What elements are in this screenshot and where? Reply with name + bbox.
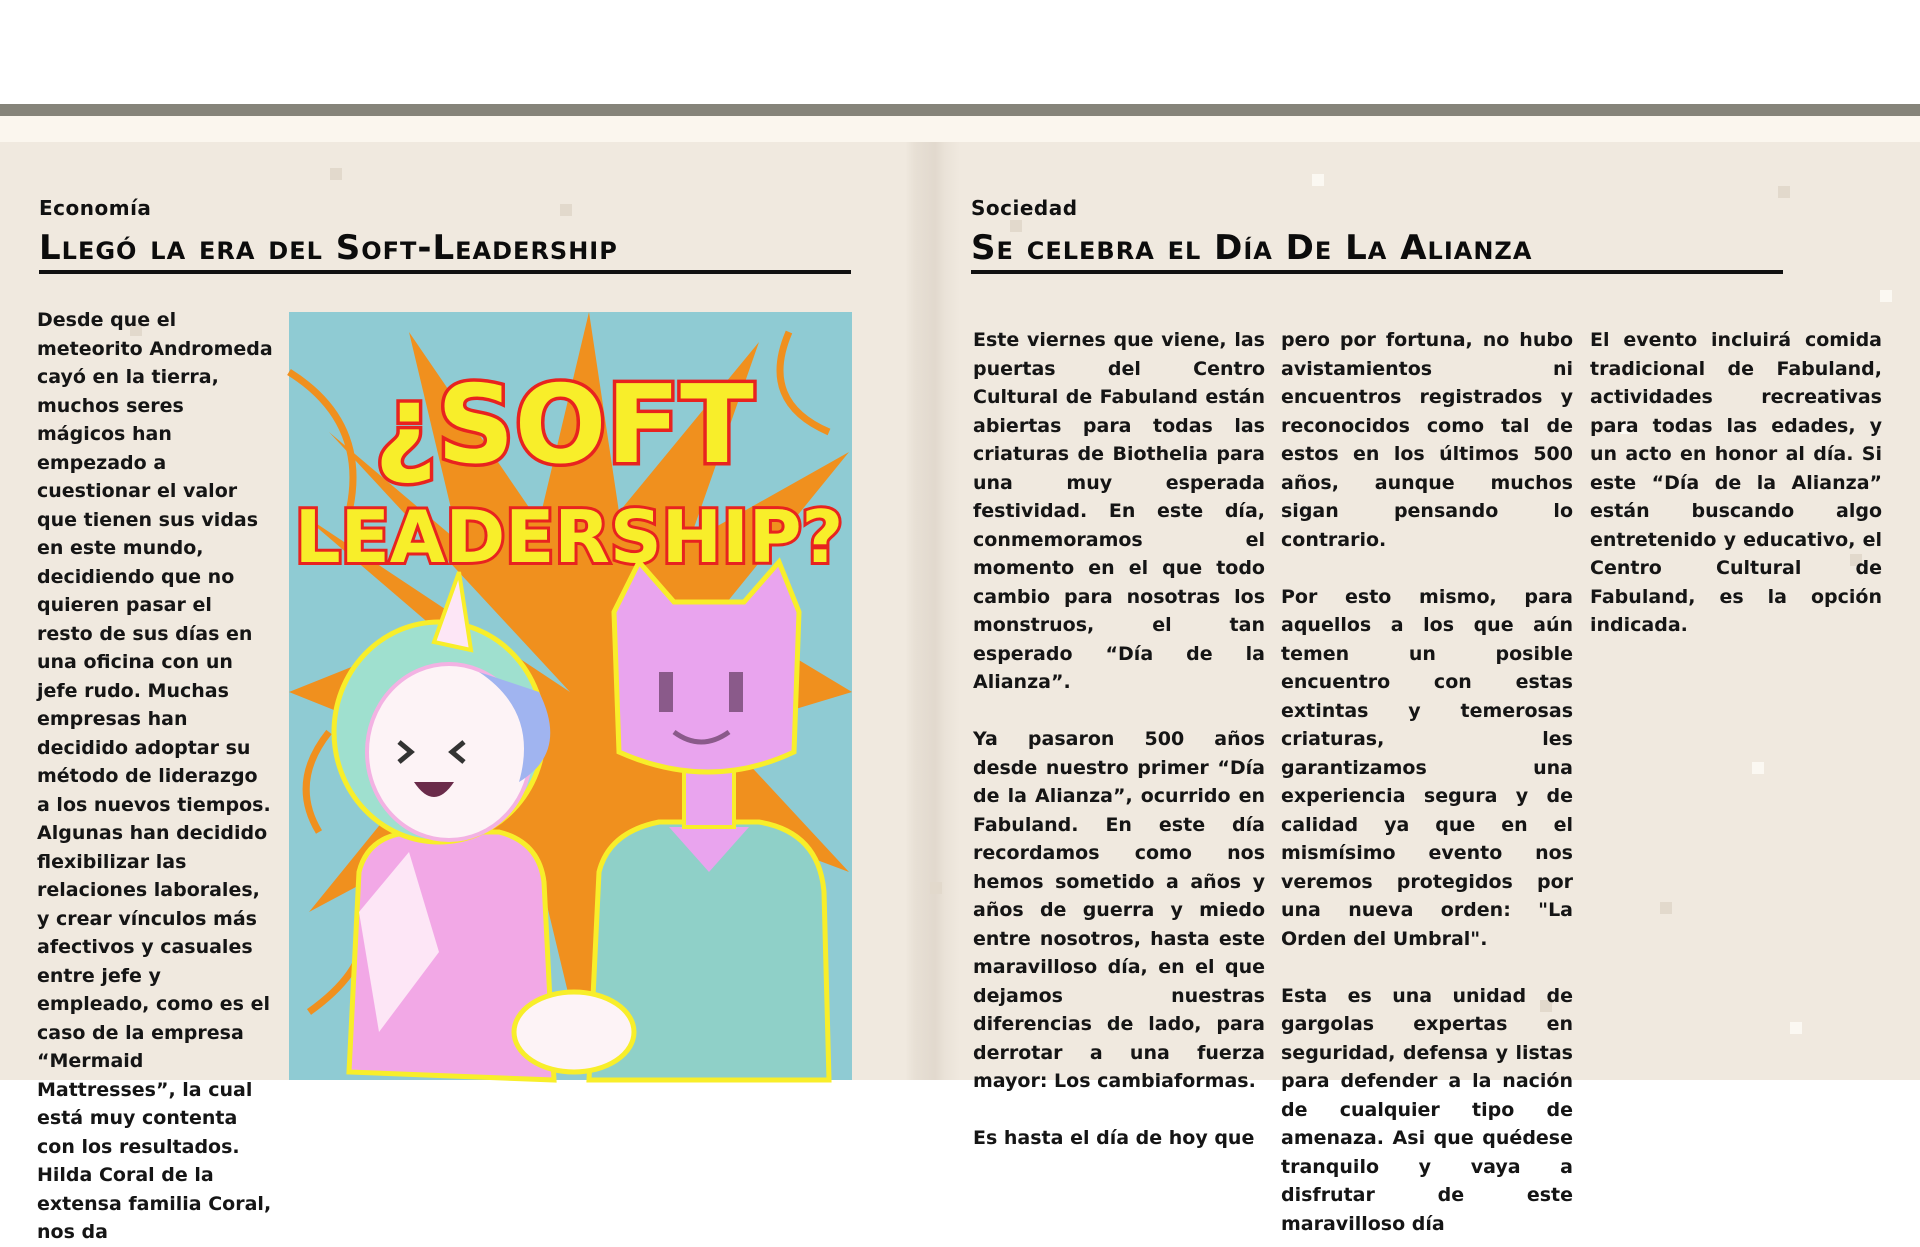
right-section-label: Sociedad bbox=[971, 196, 1078, 220]
right-column-3 bbox=[1590, 326, 1882, 1080]
top-blank-bar bbox=[0, 0, 1920, 104]
left-article-body: Desde que el meteorito Andromeda cayó en la tierra, muchos seres mágicos han empezado a cuestionar el valor que tienen sus vidas en este mundo, decidiendo que no quieren pasar el resto de sus días en una oficina con un jefe rudo. Muchas empresas han decidido adoptar su método de liderazgo a los nuevos tiempos. Algunas han decidido flexibilizar las relaciones laborales, y crear vínculos más afectivos y casuales entre jefe y empleado, como es el caso de la empresa “Mermaid Mattresses”, la cual está muy contenta con los resultados. Hilda Coral de la extensa familia Coral, nos da bbox=[37, 309, 273, 1243]
illustration-title-line1: ¿SOFT bbox=[374, 363, 754, 488]
paragraph: Es hasta el día de hoy que bbox=[973, 1127, 1255, 1149]
left-headline: Llegó la era del Soft-Leadership bbox=[39, 228, 851, 274]
right-headline: Se celebra el Día De La Alianza bbox=[971, 228, 1783, 274]
header-strip bbox=[0, 116, 1920, 142]
paragraph: Esta es una unidad de gargolas expertas en seguridad, defensa y listas para defender a la nación de cualquier tipo de amenaza. Asi que quédese tranquilo y vaya a disfrutar de este maravilloso día bbox=[1281, 984, 1573, 1235]
paragraph: Este viernes que viene, las puertas del Centro Cultural de Fabuland están abiertas para todas las criaturas de Biothelia para una muy esperada festividad. En este día, conmemoramos el momento en el que todo cambio para nosotras los monstruos, el tan esperado “Día de la Alianza”. bbox=[973, 329, 1265, 693]
header-rule bbox=[0, 104, 1920, 116]
paragraph: Ya pasaron 500 años desde nuestro primer “Día de la Alianza”, ocurrido en Fabuland. En este día recordamos como nos hemos sometido a años y años de guerra y miedo entre nosotros, hasta este maravilloso día, en el que dejamos nuestras diferencias de lado, para derrotar a una fuerza mayor: Los cambiaformas. bbox=[973, 728, 1265, 1092]
paragraph: Por esto mismo, para aquellos a los que aún temen un posible encuentro con estas extintas y temerosas criaturas, les garantizamos una experiencia segura y de calidad ya que en el mismísimo evento nos veremos protegidos por una nueva orden: "La Orden del Umbral". bbox=[1281, 585, 1573, 950]
right-column-1 bbox=[973, 326, 1265, 1149]
paragraph: El evento incluirá comida tradicional de Fabuland, actividades recreativas para todas las edades, y un acto en honor al día. Si este “Día de la Alianza” están buscando algo entretenido y educativo, el Centro Cultural de Fabuland, es la opción indicada. bbox=[1590, 329, 1882, 636]
soft-leadership-illustration bbox=[289, 312, 852, 1080]
paragraph: pero por fortuna, no hubo avistamientos ni encuentros registrados y reconocidos como tal de estos en los últimos 500 años, aunque muchos sigan pensando lo contrario. bbox=[1281, 329, 1573, 551]
left-section-label: Economía bbox=[39, 196, 152, 220]
illustration-title-line2: LEADERSHIP? bbox=[294, 495, 844, 579]
right-column-2 bbox=[1281, 326, 1573, 1235]
